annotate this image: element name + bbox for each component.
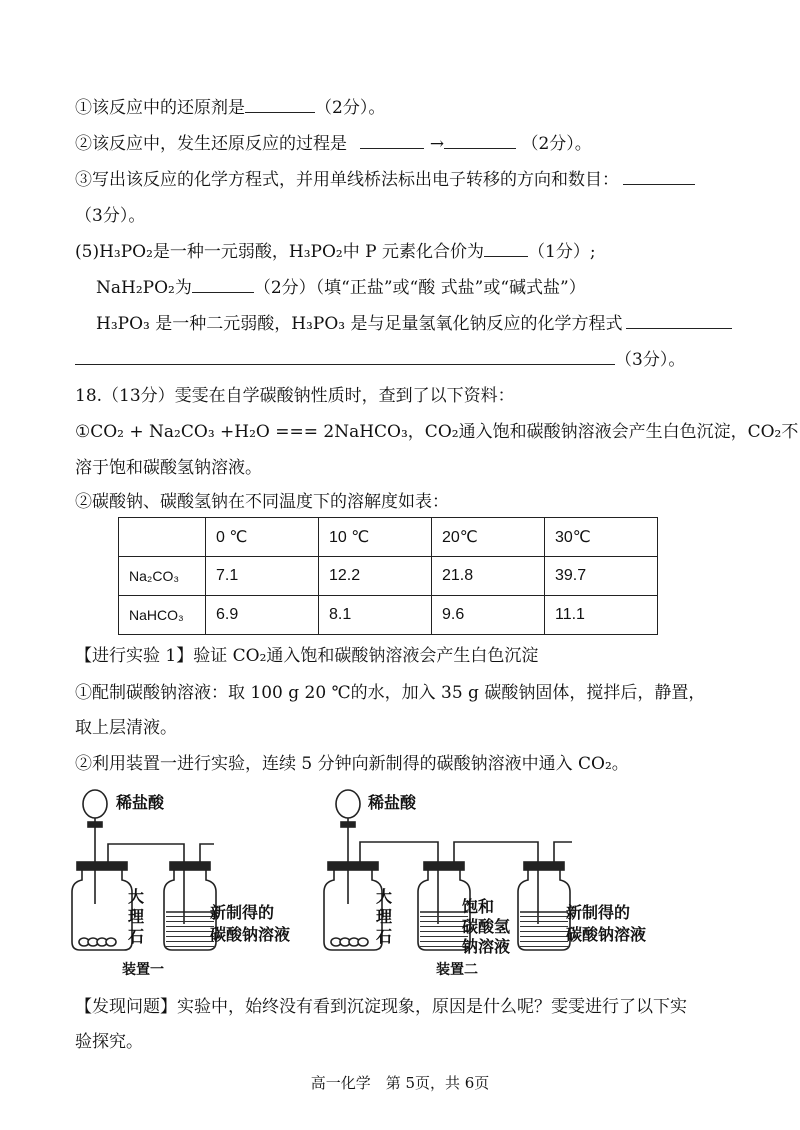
marble-label-1-char3: 石 bbox=[128, 927, 145, 946]
device-1-caption: 装置一 bbox=[122, 962, 164, 978]
acid-label-2: 稀盐酸 bbox=[368, 793, 417, 812]
answer-blank[interactable] bbox=[75, 348, 615, 365]
answer-blank[interactable] bbox=[360, 132, 424, 149]
question-reduction-process: ②该反应中，发生还原反应的过程是 → （2分）。 bbox=[75, 134, 592, 154]
row-label: Na₂CO₃ bbox=[119, 557, 206, 596]
marble-label-2-char3: 石 bbox=[376, 927, 393, 946]
marble-label-2-char2: 理 bbox=[376, 907, 393, 926]
table-header-cell: 0 ℃ bbox=[206, 518, 319, 557]
question-5-line4: （3分）。 bbox=[75, 348, 685, 372]
step-1-line2: 取上层清液。 bbox=[75, 718, 177, 738]
fact-2: ②碳酸钠、碳酸氢钠在不同温度下的溶解度如表： bbox=[75, 492, 449, 512]
device-1 bbox=[72, 790, 216, 950]
saturated-label-c: 钠溶液 bbox=[462, 937, 511, 956]
question-5-line3: H₃PO₃ 是一种二元弱酸，H₃PO₃ 是与足量氢氧化钠反应的化学方程式 bbox=[96, 312, 732, 336]
table-cell: 9.6 bbox=[432, 596, 545, 635]
apparatus-diagram bbox=[60, 784, 700, 984]
table-cell: 7.1 bbox=[206, 557, 319, 596]
question-equation: ③写出该反应的化学方程式，并用单线桥法标出电子转移的方向和数目： bbox=[75, 168, 695, 192]
step-1-line1: ①配制碳酸钠溶液：取 100 g 20 ℃的水，加入 35 g 碳酸钠固体，搅拌后，静置， bbox=[75, 683, 706, 703]
table-header-cell: 20℃ bbox=[432, 518, 545, 557]
marble-chips-icon bbox=[79, 938, 116, 946]
table-cell: 11.1 bbox=[545, 596, 658, 635]
device-2 bbox=[324, 790, 572, 950]
row-label: NaHCO₃ bbox=[119, 596, 206, 635]
fresh-solution-label-1a: 新制得的 bbox=[210, 903, 275, 922]
device-2-caption: 装置二 bbox=[436, 962, 478, 978]
table-cell: 21.8 bbox=[432, 557, 545, 596]
separatory-funnel-icon bbox=[336, 790, 360, 818]
answer-blank[interactable] bbox=[626, 312, 732, 329]
table-row bbox=[119, 557, 658, 596]
solubility-table bbox=[118, 517, 658, 635]
table-header-cell: 30℃ bbox=[545, 518, 658, 557]
answer-blank[interactable] bbox=[444, 132, 516, 149]
problem-line2: 验探究。 bbox=[75, 1032, 143, 1052]
question-equation-score: （3分）。 bbox=[75, 206, 146, 226]
answer-blank[interactable] bbox=[484, 240, 528, 257]
separatory-funnel-icon bbox=[83, 790, 107, 818]
fresh-solution-label-2b: 碳酸钠溶液 bbox=[566, 925, 647, 944]
answer-blank[interactable] bbox=[623, 168, 695, 185]
marble-label-2-char1: 大 bbox=[376, 887, 393, 906]
step-2: ②利用装置一进行实验，连续 5 分钟向新制得的碳酸钠溶液中通入 CO₂。 bbox=[75, 754, 629, 774]
saturated-label-a: 饱和 bbox=[462, 897, 495, 916]
fresh-solution-label-2a: 新制得的 bbox=[566, 903, 631, 922]
marble-label-1-char1: 大 bbox=[128, 887, 145, 906]
fact-1-line1: ①CO₂ + Na₂CO₃ +H₂O === 2NaHCO₃，CO₂通入饱和碳酸钠溶液会产生白色沉淀，CO₂不 bbox=[75, 422, 799, 442]
acid-label-1: 稀盐酸 bbox=[116, 793, 165, 812]
stopper-icon bbox=[77, 862, 127, 870]
table-corner-cell bbox=[119, 518, 206, 557]
table-cell: 39.7 bbox=[545, 557, 658, 596]
answer-blank[interactable] bbox=[245, 96, 315, 113]
question-5-line2: NaH₂PO₂为 （2分）（填“正盐”或“酸 式盐”或“碱式盐”） bbox=[96, 278, 586, 298]
page-footer: 高一化学 第 5页，共 6页 bbox=[310, 1074, 490, 1092]
question-reductant: ①该反应中的还原剂是 （2分）。 bbox=[75, 98, 386, 118]
fact-1-line2: 溶于饱和碳酸氢钠溶液。 bbox=[75, 458, 262, 478]
fresh-solution-label-1b: 碳酸钠溶液 bbox=[210, 925, 291, 944]
table-cell: 8.1 bbox=[319, 596, 432, 635]
answer-blank[interactable] bbox=[192, 276, 254, 293]
question-5-line1: (5)H₃PO₂是一种一元弱酸，H₃PO₂中 P 元素化合价为 （1分）; bbox=[75, 242, 596, 262]
marble-chips-icon bbox=[331, 938, 368, 946]
saturated-label-b: 碳酸氢 bbox=[462, 917, 511, 936]
table-cell: 12.2 bbox=[319, 557, 432, 596]
experiment-1-title: 【进行实验 1】验证 CO₂通入饱和碳酸钠溶液会产生白色沉淀 bbox=[75, 646, 539, 666]
table-row bbox=[119, 596, 658, 635]
table-cell: 6.9 bbox=[206, 596, 319, 635]
table-header-cell: 10 ℃ bbox=[319, 518, 432, 557]
table-header-row bbox=[119, 518, 658, 557]
marble-label-1-char2: 理 bbox=[128, 907, 145, 926]
question-18-header: 18.（13分）雯雯在自学碳酸钠性质时，查到了以下资料： bbox=[75, 386, 515, 406]
problem-line1: 【发现问题】实验中，始终没有看到沉淀现象，原因是什么呢？雯雯进行了以下实 bbox=[75, 997, 687, 1017]
